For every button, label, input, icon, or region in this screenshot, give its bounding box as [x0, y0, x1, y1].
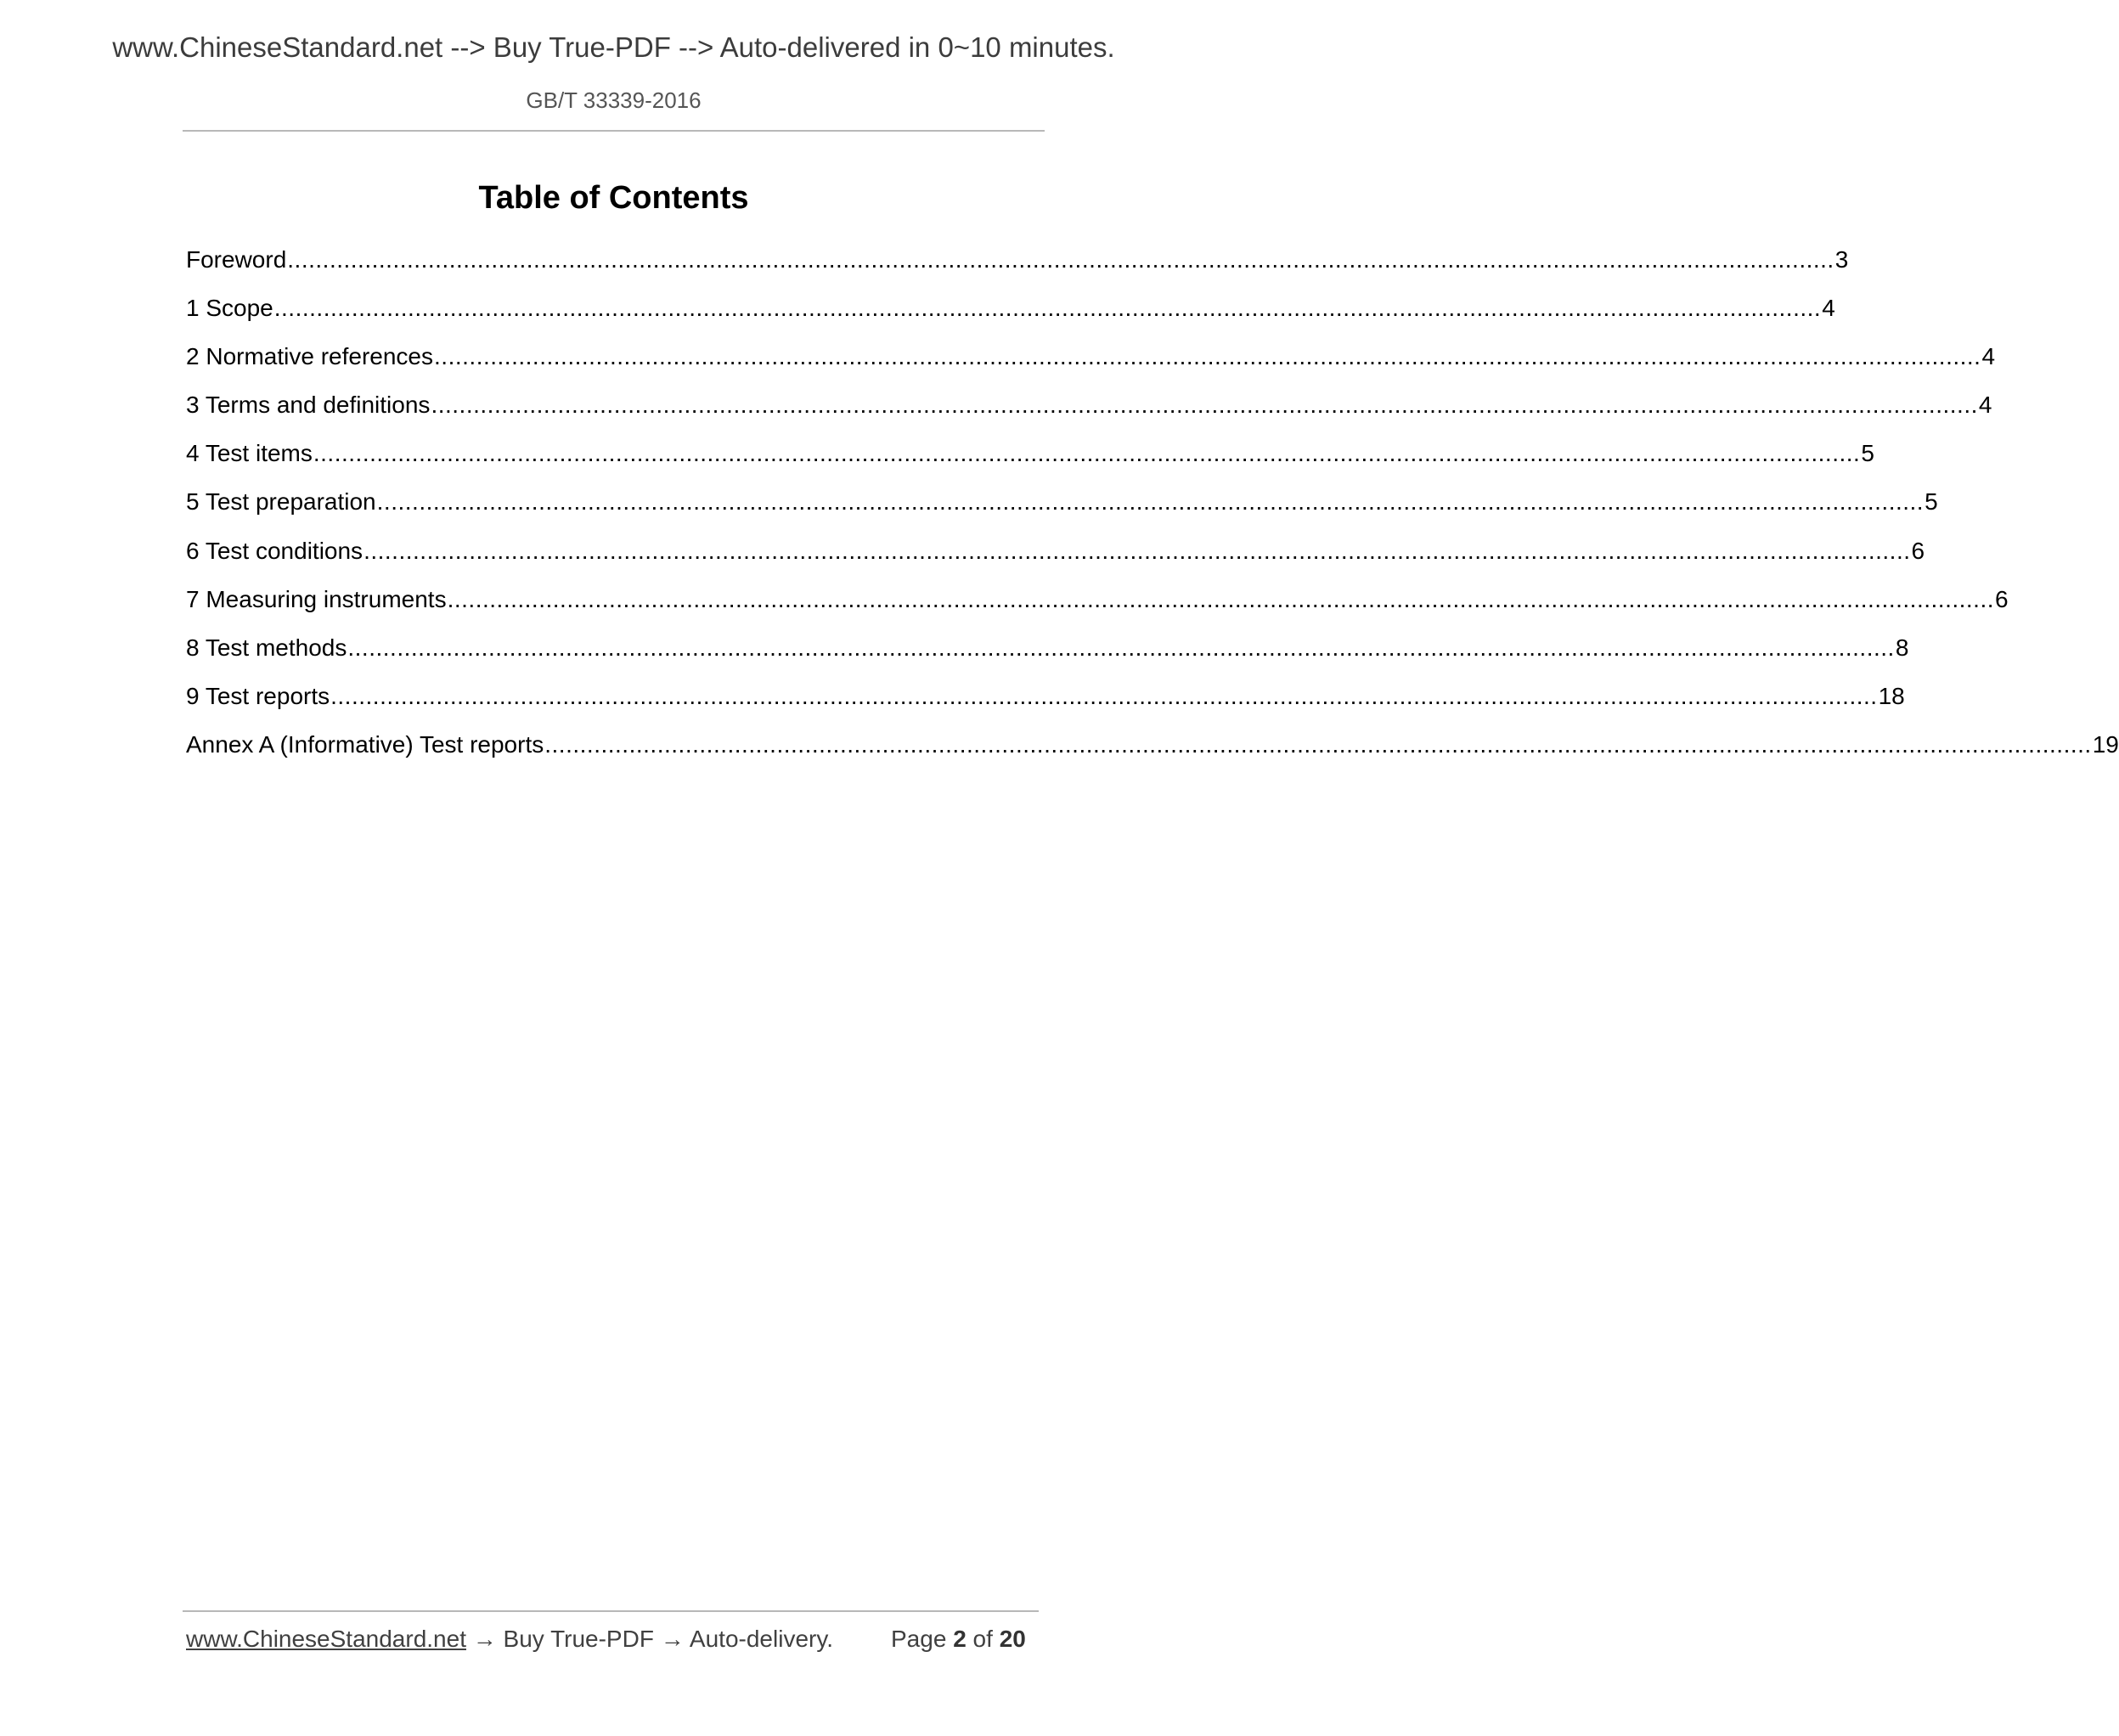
toc-entry-label: 3 Terms and definitions — [186, 392, 431, 419]
toc-dot-leader: ............................................................................................................................................................................................................................ — [376, 488, 1925, 516]
toc-entry-annex-a[interactable] — [186, 720, 2119, 769]
footer-site-link[interactable]: www.ChineseStandard.net — [186, 1626, 466, 1652]
toc-entry-test-reports[interactable] — [186, 672, 1905, 720]
header-divider — [183, 130, 1045, 132]
toc-entry-label: Foreword — [186, 246, 287, 273]
toc-entry-page: 19 — [2092, 730, 2119, 758]
footer-divider — [183, 1610, 1039, 1612]
toc-entry-label: Annex A (Informative) Test reports — [186, 730, 544, 758]
toc-entry-page: 6 — [1995, 585, 2009, 612]
toc-entry-page: 5 — [1861, 440, 1874, 467]
toc-entry-label: 6 Test conditions — [186, 537, 363, 564]
of-word: of — [972, 1626, 993, 1652]
toc-entry-label: 1 Scope — [186, 295, 273, 322]
toc-entry-scope[interactable] — [186, 284, 1835, 332]
toc-entry-page: 4 — [1822, 295, 1835, 322]
toc-entry-page: 18 — [1878, 682, 1905, 709]
total-page-count: 20 — [999, 1626, 1026, 1652]
toc-dot-leader: ............................................................................................................................................................................................................................ — [273, 295, 1822, 322]
toc-entry-page: 5 — [1925, 488, 1938, 516]
toc-entry-label: 9 Test reports — [186, 682, 330, 709]
toc-entry-label: 4 Test items — [186, 440, 313, 467]
toc-dot-leader: ............................................................................................................................................................................................................................ — [347, 634, 1895, 661]
footer-promo — [186, 1626, 833, 1653]
toc-entry-test-items[interactable] — [186, 429, 1874, 477]
toc-entry-terms-and-definitions[interactable] — [186, 380, 1992, 429]
toc-dot-leader: ............................................................................................................................................................................................................................ — [313, 440, 1861, 467]
toc-dot-leader: ............................................................................................................................................................................................................................ — [447, 585, 1995, 612]
toc-entry-label: 5 Test preparation — [186, 488, 376, 516]
footer-tagline: → Buy True-PDF → Auto-delivery. — [465, 1626, 834, 1652]
page-indicator — [891, 1626, 1026, 1653]
toc-entry-normative-references[interactable] — [186, 332, 1996, 380]
toc-entry-test-methods[interactable] — [186, 623, 1909, 672]
page-word: Page — [891, 1626, 947, 1652]
toc-entry-test-preparation[interactable] — [186, 477, 1938, 526]
current-page-number: 2 — [953, 1626, 967, 1652]
toc-entry-page: 4 — [1978, 392, 1992, 419]
toc-list — [186, 235, 2119, 769]
toc-entry-label: 8 Test methods — [186, 634, 347, 661]
toc-entry-page: 8 — [1895, 634, 1909, 661]
toc-entry-label: 2 Normative references — [186, 343, 434, 370]
toc-dot-leader: ............................................................................................................................................................................................................................ — [431, 392, 1978, 419]
toc-entry-page: 3 — [1834, 246, 1849, 273]
toc-title: Table of Contents — [478, 180, 749, 216]
toc-entry-label: 7 Measuring instruments — [186, 585, 447, 612]
toc-dot-leader: ............................................................................................................................................................................................................................ — [434, 343, 1981, 370]
top-banner: www.ChineseStandard.net --> Buy True-PDF --> Auto-delivered in 0~10 minutes. — [112, 31, 1115, 63]
toc-dot-leader: ............................................................................................................................................................................................................................ — [363, 537, 1911, 564]
toc-entry-test-conditions[interactable] — [186, 527, 1925, 575]
toc-dot-leader: ............................................................................................................................................................................................................................ — [330, 682, 1878, 709]
toc-dot-leader: ............................................................................................................................................................................................................................ — [544, 730, 2092, 758]
toc-entry-foreword[interactable] — [186, 235, 1849, 284]
document-code: GB/T 33339-2016 — [526, 87, 702, 113]
toc-dot-leader: ............................................................................................................................................................................................................................ — [287, 246, 1834, 273]
toc-entry-page: 4 — [1981, 343, 1996, 370]
toc-entry-page: 6 — [1911, 537, 1925, 564]
toc-entry-measuring-instruments[interactable] — [186, 575, 2009, 623]
